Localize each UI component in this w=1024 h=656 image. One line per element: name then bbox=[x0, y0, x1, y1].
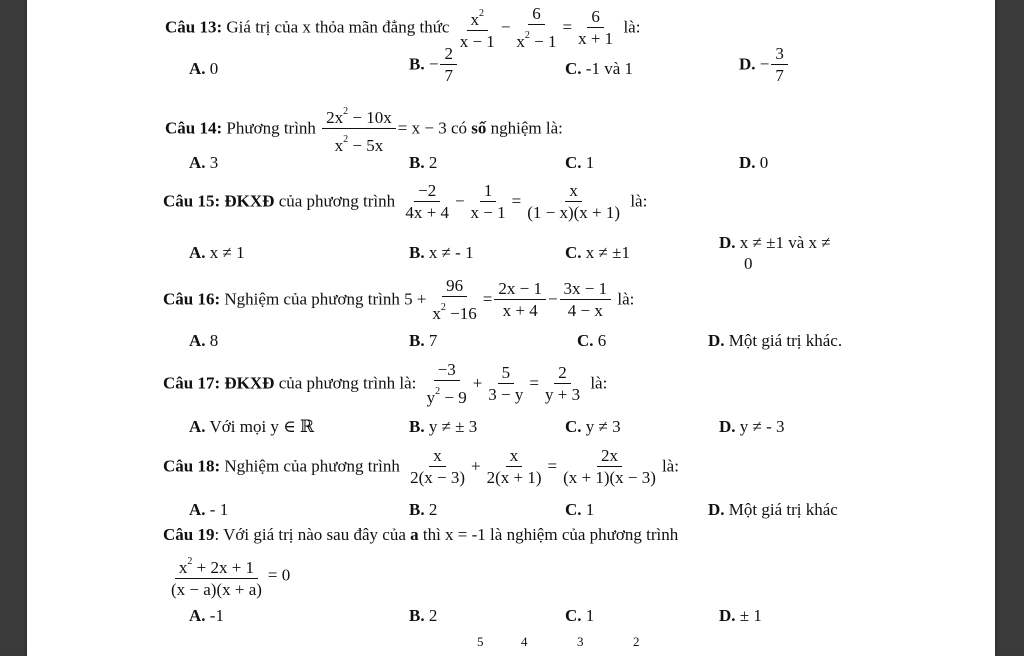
next-line-partial-3: 3 bbox=[577, 634, 584, 649]
q13-option-b: B. − $\frac{2}{7}$ bbox=[409, 44, 459, 87]
q16-option-d: D. Một giá trị khác. bbox=[708, 331, 843, 350]
q18-option-b: B. 2 bbox=[409, 500, 438, 519]
q15-option-a: A. x ≠ 1 bbox=[189, 243, 245, 262]
question-14: Câu 14: Phương trình $\frac{2x^2 - 10x}{x^2 - 5x}$ = x − 3 có số nghiệm là: bbox=[165, 102, 563, 157]
q14-option-a: A. 3 bbox=[189, 153, 219, 172]
q14-option-c: C. 1 bbox=[565, 153, 595, 172]
q14-option-b: B. 2 bbox=[409, 153, 438, 172]
q13-option-a: A. 0 bbox=[189, 59, 219, 78]
q16-option-c: C. 6 bbox=[577, 331, 607, 350]
question-label: Câu 14: bbox=[165, 118, 223, 138]
q19-option-d: D. ± 1 bbox=[719, 606, 762, 625]
q14-option-d: D. 0 bbox=[739, 153, 769, 172]
question-17: Câu 17: ĐKXĐ của phương trình là: $\frac{-3}{y^2 - 9}$ + $\frac{5}{3 - y}$ = $\frac{2}{y + 3}$ là: bbox=[163, 360, 608, 407]
q18-option-c: C. 1 bbox=[565, 500, 595, 519]
question-label: Câu 16: bbox=[163, 289, 221, 309]
next-line-partial-2: 4 bbox=[521, 634, 528, 649]
question-16: Câu 16: Nghiệm của phương trình 5 + $\frac{96}{x^2 -16}$ = $\frac{2x - 1}{x + 4}$ − $\frac{3x - 1}{4 - x}$ là: bbox=[163, 276, 635, 323]
q17-option-c: C. y ≠ 3 bbox=[565, 417, 621, 436]
q15-option-b: B. x ≠ - 1 bbox=[409, 243, 474, 262]
q18-option-d: D. Một giá trị khác bbox=[708, 500, 838, 519]
q17-option-d: D. y ≠ - 3 bbox=[719, 417, 785, 436]
q17-option-a: A. Với mọi y ∈ ℝ bbox=[189, 417, 315, 436]
q18-option-a: A. - 1 bbox=[189, 500, 229, 519]
q19-option-c: C. 1 bbox=[565, 606, 595, 625]
next-line-partial-1: 5 bbox=[477, 634, 484, 649]
q19-option-b: B. 2 bbox=[409, 606, 438, 625]
q15-option-d-continued: 0 bbox=[744, 254, 753, 273]
q13-option-c: C. -1 và 1 bbox=[565, 59, 633, 78]
question-15: Câu 15: ĐKXĐ của phương trình $\frac{-2}{4x + 4}$ − $\frac{1}{x - 1}$ = $\frac{x}{(1 - x)(x + 1)}$ là: bbox=[163, 181, 648, 222]
q15-option-d: D. x ≠ ±1 và x ≠ bbox=[719, 233, 831, 252]
q17-option-b: B. y ≠ ± 3 bbox=[409, 417, 478, 436]
q19-equation: $\frac{x^2 + 2x + 1}{(x - a)(x + a)}$ = 0 bbox=[165, 552, 290, 601]
q15-option-c: C. x ≠ ±1 bbox=[565, 243, 630, 262]
question-19: Câu 19: Với giá trị nào sau đây của a thì x = -1 là nghiệm của phương trình bbox=[163, 525, 679, 544]
question-label: Câu 19 bbox=[163, 525, 215, 544]
question-label: Câu 15: ĐKXĐ bbox=[163, 191, 275, 211]
question-18: Câu 18: Nghiệm của phương trình $\frac{x}{2(x - 3)}$ + $\frac{x}{2(x + 1)}$ = $\frac{2x}{(x + 1)(x - 3)}$ là: bbox=[163, 446, 679, 487]
q16-option-b: B. 7 bbox=[409, 331, 438, 350]
question-13: Câu 13: Giá trị của x thỏa mãn đẳng thức $\frac{x^2}{x - 1}$ − $\frac{6}{x^2 - 1}$ = $\frac{6}{x + 1}$ là: bbox=[165, 4, 641, 51]
question-label: Câu 13: bbox=[165, 17, 223, 37]
document-page bbox=[27, 0, 995, 656]
q16-option-a: A. 8 bbox=[189, 331, 219, 350]
next-line-partial-4: 2 bbox=[633, 634, 640, 649]
question-label: Câu 17: ĐKXĐ bbox=[163, 373, 275, 393]
q13-option-d: D. − $\frac{3}{7}$ bbox=[739, 44, 790, 87]
q19-option-a: A. -1 bbox=[189, 606, 224, 625]
question-label: Câu 18: bbox=[163, 456, 221, 476]
